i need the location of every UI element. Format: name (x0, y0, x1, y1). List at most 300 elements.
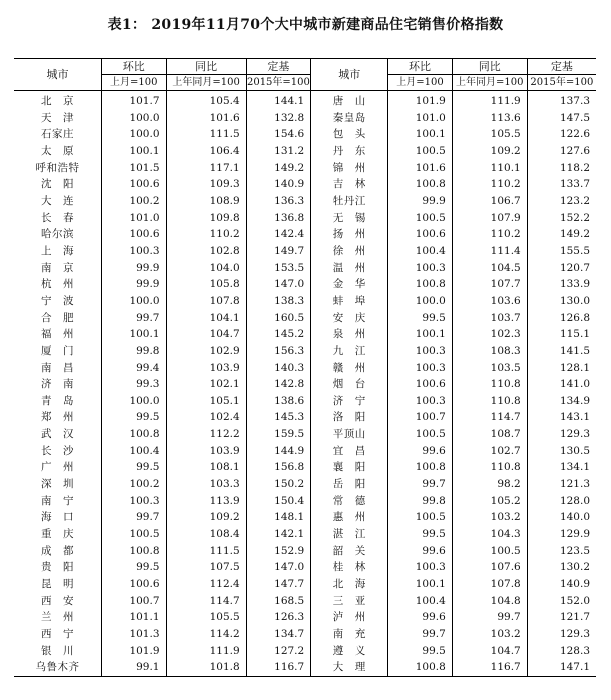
yoy-header: 同比 (166, 59, 246, 75)
yoy-value: 107.7 (452, 276, 527, 293)
mom-value: 99.5 (101, 559, 166, 576)
yoy-value: 102.7 (452, 443, 527, 460)
base-value: 121.3 (527, 476, 596, 493)
table-row (14, 543, 596, 560)
base-value: 168.5 (246, 593, 311, 610)
city-name: 惠 州 (311, 509, 388, 526)
mom-value: 99.7 (388, 626, 453, 643)
mom-value: 100.8 (388, 459, 453, 476)
city-name: 泸 州 (311, 609, 388, 626)
table-row (14, 210, 596, 227)
mom-value: 100.8 (388, 276, 453, 293)
mom-value: 100.6 (388, 376, 453, 393)
table-row (14, 609, 596, 626)
base-value: 134.9 (527, 393, 596, 410)
yoy-value: 113.6 (452, 110, 527, 127)
yoy-value: 109.2 (166, 509, 246, 526)
base-value: 129.9 (527, 526, 596, 543)
mom-value: 99.9 (388, 193, 453, 210)
city-name: 常 德 (311, 493, 388, 510)
table-row (14, 443, 596, 460)
mom-value: 100.6 (101, 226, 166, 243)
yoy-value: 107.8 (166, 293, 246, 310)
base-value: 145.2 (246, 326, 311, 343)
base-value: 129.3 (527, 626, 596, 643)
yoy-value: 102.3 (452, 326, 527, 343)
mom-value: 99.9 (101, 260, 166, 277)
base-header-2: 定基 (527, 59, 596, 75)
base-value: 136.8 (246, 210, 311, 227)
mom-value: 99.5 (388, 310, 453, 327)
city-name: 湛 江 (311, 526, 388, 543)
base-value: 142.8 (246, 376, 311, 393)
base-value: 130.0 (527, 293, 596, 310)
table-row (14, 659, 596, 676)
city-header: 城市 (14, 59, 101, 91)
base-value: 127.6 (527, 143, 596, 160)
city-name: 西 宁 (40, 628, 74, 640)
city-name: 南 京 (40, 261, 74, 274)
yoy-value: 117.1 (166, 160, 246, 177)
mom-value: 101.5 (101, 160, 166, 177)
yoy-value: 108.7 (452, 426, 527, 443)
mom-value: 101.9 (388, 91, 453, 110)
city-name: 天 津 (40, 111, 74, 124)
mom-value: 100.4 (101, 443, 166, 460)
yoy-value: 103.3 (166, 476, 246, 493)
city-name: 重 庆 (40, 528, 74, 541)
city-name: 乌鲁木齐 (14, 659, 101, 676)
yoy-value: 103.2 (452, 626, 527, 643)
yoy-value: 99.7 (452, 609, 527, 626)
base-value: 144.1 (246, 91, 311, 110)
table-row (14, 91, 596, 110)
city-name: 包 头 (311, 126, 388, 143)
city-name: 岳 阳 (311, 476, 388, 493)
base-value: 132.8 (246, 110, 311, 127)
city-name: 兰 州 (40, 611, 74, 624)
base-value: 138.3 (246, 293, 311, 310)
base-value: 154.6 (246, 126, 311, 143)
mom-value: 99.7 (101, 310, 166, 327)
city-name: 杭 州 (40, 278, 74, 291)
table-row (14, 626, 596, 643)
city-name: 九 江 (311, 343, 388, 360)
mom-value: 100.1 (101, 326, 166, 343)
mom-value: 99.4 (101, 360, 166, 377)
mom-value: 100.5 (388, 426, 453, 443)
base-value: 122.6 (527, 126, 596, 143)
city-name: 遵 义 (311, 643, 388, 660)
mom-value: 99.5 (388, 643, 453, 660)
yoy-value: 102.8 (166, 243, 246, 260)
city-name: 海 口 (40, 511, 74, 524)
city-name: 丹 东 (311, 143, 388, 160)
base-value: 120.7 (527, 260, 596, 277)
base-value: 131.2 (246, 143, 311, 160)
base-value: 142.1 (246, 526, 311, 543)
base-value: 126.3 (246, 609, 311, 626)
base-value: 140.9 (246, 176, 311, 193)
base-value: 150.4 (246, 493, 311, 510)
base-value: 147.0 (246, 559, 311, 576)
city-name: 扬 州 (311, 226, 388, 243)
yoy-header-2: 同比 (452, 59, 527, 75)
city-name: 济 宁 (311, 393, 388, 410)
base-value: 143.1 (527, 409, 596, 426)
yoy-value: 116.7 (452, 659, 527, 676)
city-name: 太 原 (40, 144, 74, 157)
city-name: 济 南 (40, 378, 74, 391)
yoy-value: 107.8 (452, 576, 527, 593)
mom-value: 101.1 (101, 609, 166, 626)
city-name: 武 汉 (40, 428, 74, 441)
yoy-value: 105.1 (166, 393, 246, 410)
base-subheader-2: 2015年=100 (527, 75, 596, 91)
mom-value: 99.5 (101, 459, 166, 476)
mom-value: 100.7 (388, 409, 453, 426)
mom-value: 100.5 (101, 526, 166, 543)
base-value: 149.2 (246, 160, 311, 177)
table-row (14, 393, 596, 410)
table-row (14, 593, 596, 610)
base-value: 147.7 (246, 576, 311, 593)
mom-value: 100.0 (101, 393, 166, 410)
city-name: 南 宁 (40, 494, 74, 507)
city-name: 哈尔滨 (40, 228, 74, 241)
mom-value: 100.1 (388, 126, 453, 143)
city-name: 烟 台 (311, 376, 388, 393)
mom-value: 100.6 (388, 226, 453, 243)
yoy-value: 98.2 (452, 476, 527, 493)
yoy-value: 104.0 (166, 260, 246, 277)
yoy-value: 105.2 (452, 493, 527, 510)
yoy-value: 104.3 (452, 526, 527, 543)
yoy-value: 108.4 (166, 526, 246, 543)
mom-value: 100.4 (388, 593, 453, 610)
city-name: 青 岛 (40, 394, 74, 407)
table-row (14, 476, 596, 493)
city-name: 蚌 埠 (311, 293, 388, 310)
table-body (14, 91, 596, 677)
mom-value: 99.6 (388, 443, 453, 460)
mom-header: 环比 (101, 59, 166, 75)
base-value: 152.0 (527, 593, 596, 610)
table-row (14, 360, 596, 377)
yoy-value: 113.9 (166, 493, 246, 510)
yoy-value: 100.5 (452, 543, 527, 560)
mom-value: 100.8 (101, 426, 166, 443)
city-name: 唐 山 (311, 91, 388, 110)
yoy-value: 110.8 (452, 376, 527, 393)
table-row (14, 576, 596, 593)
yoy-value: 108.3 (452, 343, 527, 360)
yoy-value: 103.2 (452, 509, 527, 526)
mom-value: 100.3 (101, 493, 166, 510)
yoy-value: 104.5 (452, 260, 527, 277)
yoy-subheader: 上年同月=100 (166, 75, 246, 91)
table-row (14, 459, 596, 476)
yoy-value: 104.1 (166, 310, 246, 327)
base-value: 121.7 (527, 609, 596, 626)
mom-value: 101.7 (101, 91, 166, 110)
yoy-value: 106.4 (166, 143, 246, 160)
city-name: 北 海 (311, 576, 388, 593)
table-row (14, 493, 596, 510)
mom-value: 99.7 (101, 509, 166, 526)
base-value: 130.2 (527, 559, 596, 576)
base-value: 153.5 (246, 260, 311, 277)
mom-value: 99.9 (101, 276, 166, 293)
yoy-value: 110.8 (452, 459, 527, 476)
yoy-value: 110.8 (452, 393, 527, 410)
city-name: 大 连 (40, 194, 74, 207)
yoy-value: 110.2 (452, 176, 527, 193)
city-name: 大 理 (311, 659, 388, 676)
table-row (14, 160, 596, 177)
city-name: 赣 州 (311, 360, 388, 377)
yoy-value: 102.9 (166, 343, 246, 360)
base-value: 140.0 (527, 509, 596, 526)
yoy-value: 101.8 (166, 659, 246, 676)
mom-value: 100.0 (101, 126, 166, 143)
base-value: 126.8 (527, 310, 596, 327)
table-row (14, 343, 596, 360)
table-row (14, 276, 596, 293)
city-name: 洛 阳 (311, 409, 388, 426)
yoy-value: 105.5 (452, 126, 527, 143)
price-index-table (14, 58, 596, 677)
table-row (14, 243, 596, 260)
mom-value: 100.2 (101, 193, 166, 210)
yoy-value: 104.7 (452, 643, 527, 660)
mom-value: 100.3 (388, 393, 453, 410)
city-name: 合 肥 (40, 311, 74, 324)
table-row (14, 260, 596, 277)
mom-value: 100.8 (388, 176, 453, 193)
base-value: 160.5 (246, 310, 311, 327)
city-name: 沈 阳 (40, 178, 74, 191)
base-value: 147.0 (246, 276, 311, 293)
city-name: 宁 波 (40, 294, 74, 307)
mom-value: 100.0 (101, 293, 166, 310)
city-name: 锦 州 (311, 160, 388, 177)
yoy-value: 103.6 (452, 293, 527, 310)
base-value: 133.9 (527, 276, 596, 293)
mom-value: 101.6 (388, 160, 453, 177)
table-title: 表1： 2019年11月70个大中城市新建商品住宅销售价格指数 (107, 17, 504, 33)
mom-value: 99.8 (388, 493, 453, 510)
base-value: 149.2 (527, 226, 596, 243)
city-name: 南 昌 (40, 361, 74, 374)
city-name: 三 亚 (311, 593, 388, 610)
city-name: 贵 阳 (40, 561, 74, 574)
table-row (14, 526, 596, 543)
yoy-value: 105.8 (166, 276, 246, 293)
mom-value: 99.6 (388, 543, 453, 560)
city-name: 平顶山 (311, 426, 388, 443)
mom-value: 99.1 (101, 659, 166, 676)
mom-value: 100.6 (101, 176, 166, 193)
city-name: 秦皇岛 (311, 110, 388, 127)
yoy-value: 114.7 (166, 593, 246, 610)
mom-value: 100.6 (101, 576, 166, 593)
mom-value: 100.1 (388, 576, 453, 593)
yoy-value: 109.8 (166, 210, 246, 227)
mom-value: 100.3 (388, 559, 453, 576)
table-row (14, 326, 596, 343)
mom-value: 101.9 (101, 643, 166, 660)
mom-value: 99.7 (388, 476, 453, 493)
city-name: 南 充 (311, 626, 388, 643)
city-name: 徐 州 (311, 243, 388, 260)
base-subheader: 2015年=100 (246, 75, 311, 91)
yoy-value: 101.6 (166, 110, 246, 127)
table-row (14, 293, 596, 310)
table-row (14, 226, 596, 243)
base-value: 118.2 (527, 160, 596, 177)
mom-value: 99.6 (388, 609, 453, 626)
base-value: 137.3 (527, 91, 596, 110)
yoy-value: 103.5 (452, 360, 527, 377)
city-name: 金 华 (311, 276, 388, 293)
base-value: 136.3 (246, 193, 311, 210)
base-header: 定基 (246, 59, 311, 75)
base-value: 145.3 (246, 409, 311, 426)
yoy-value: 112.2 (166, 426, 246, 443)
city-name: 石家庄 (40, 128, 74, 141)
mom-value: 100.0 (101, 110, 166, 127)
table-row (14, 176, 596, 193)
yoy-value: 108.1 (166, 459, 246, 476)
mom-value: 100.5 (388, 509, 453, 526)
base-value: 156.3 (246, 343, 311, 360)
yoy-value: 114.2 (166, 626, 246, 643)
city-name: 牡丹江 (311, 193, 388, 210)
mom-header-2: 环比 (388, 59, 453, 75)
yoy-value: 103.7 (452, 310, 527, 327)
yoy-value: 111.5 (166, 543, 246, 560)
mom-value: 100.5 (388, 143, 453, 160)
city-name: 广 州 (40, 461, 74, 474)
base-value: 140.3 (246, 360, 311, 377)
mom-value: 100.8 (101, 543, 166, 560)
base-value: 123.5 (527, 543, 596, 560)
yoy-value: 107.5 (166, 559, 246, 576)
yoy-value: 114.7 (452, 409, 527, 426)
mom-value: 100.3 (388, 260, 453, 277)
yoy-value: 103.9 (166, 443, 246, 460)
mom-subheader-2: 上月=100 (388, 75, 453, 91)
yoy-value: 109.2 (452, 143, 527, 160)
base-value: 147.5 (527, 110, 596, 127)
table-row (14, 426, 596, 443)
city-name: 昆 明 (40, 578, 74, 591)
base-value: 149.7 (246, 243, 311, 260)
base-value: 123.2 (527, 193, 596, 210)
city-name: 成 都 (40, 544, 74, 557)
base-value: 150.2 (246, 476, 311, 493)
city-name: 长 春 (40, 211, 74, 224)
table-row (14, 559, 596, 576)
yoy-value: 102.1 (166, 376, 246, 393)
yoy-subheader-2: 上年同月=100 (452, 75, 527, 91)
table-row (14, 409, 596, 426)
city-name: 福 州 (40, 328, 74, 341)
yoy-value: 104.7 (166, 326, 246, 343)
yoy-value: 109.3 (166, 176, 246, 193)
mom-value: 101.0 (101, 210, 166, 227)
mom-value: 100.5 (388, 210, 453, 227)
yoy-value: 110.2 (166, 226, 246, 243)
mom-value: 99.8 (101, 343, 166, 360)
base-value: 142.4 (246, 226, 311, 243)
yoy-value: 110.1 (452, 160, 527, 177)
base-value: 128.0 (527, 493, 596, 510)
mom-value: 100.3 (388, 343, 453, 360)
base-value: 148.1 (246, 509, 311, 526)
table-row (14, 643, 596, 660)
base-value: 159.5 (246, 426, 311, 443)
mom-value: 99.5 (388, 526, 453, 543)
table-row (14, 376, 596, 393)
city-name: 无 锡 (311, 210, 388, 227)
mom-value: 100.7 (101, 593, 166, 610)
yoy-value: 110.2 (452, 226, 527, 243)
table-row (14, 509, 596, 526)
base-value: 141.5 (527, 343, 596, 360)
city-name: 呼和浩特 (35, 161, 80, 174)
base-value: 134.1 (527, 459, 596, 476)
base-value: 127.2 (246, 643, 311, 660)
base-value: 133.7 (527, 176, 596, 193)
city-name: 北 京 (40, 95, 74, 107)
base-value: 152.9 (246, 543, 311, 560)
yoy-value: 112.4 (166, 576, 246, 593)
base-value: 155.5 (527, 243, 596, 260)
table-row (14, 126, 596, 143)
mom-value: 100.4 (388, 243, 453, 260)
yoy-value: 103.9 (166, 360, 246, 377)
base-value: 156.8 (246, 459, 311, 476)
yoy-value: 106.7 (452, 193, 527, 210)
base-value: 129.3 (527, 426, 596, 443)
city-name: 西 安 (40, 594, 74, 607)
base-value: 152.2 (527, 210, 596, 227)
mom-value: 100.0 (388, 293, 453, 310)
mom-value: 100.1 (101, 143, 166, 160)
table-row (14, 193, 596, 210)
yoy-value: 111.9 (452, 91, 527, 110)
base-value: 115.1 (527, 326, 596, 343)
yoy-value: 107.6 (452, 559, 527, 576)
yoy-value: 104.8 (452, 593, 527, 610)
base-value: 134.7 (246, 626, 311, 643)
mom-value: 100.2 (101, 476, 166, 493)
yoy-value: 107.9 (452, 210, 527, 227)
yoy-value: 111.9 (166, 643, 246, 660)
city-name: 郑 州 (40, 411, 74, 424)
city-name: 深 圳 (40, 478, 74, 491)
base-value: 144.9 (246, 443, 311, 460)
yoy-value: 111.4 (452, 243, 527, 260)
base-value: 141.0 (527, 376, 596, 393)
city-header-2: 城市 (311, 59, 388, 91)
mom-value: 100.8 (388, 659, 453, 676)
yoy-value: 105.4 (166, 91, 246, 110)
city-name: 吉 林 (311, 176, 388, 193)
city-name: 泉 州 (311, 326, 388, 343)
